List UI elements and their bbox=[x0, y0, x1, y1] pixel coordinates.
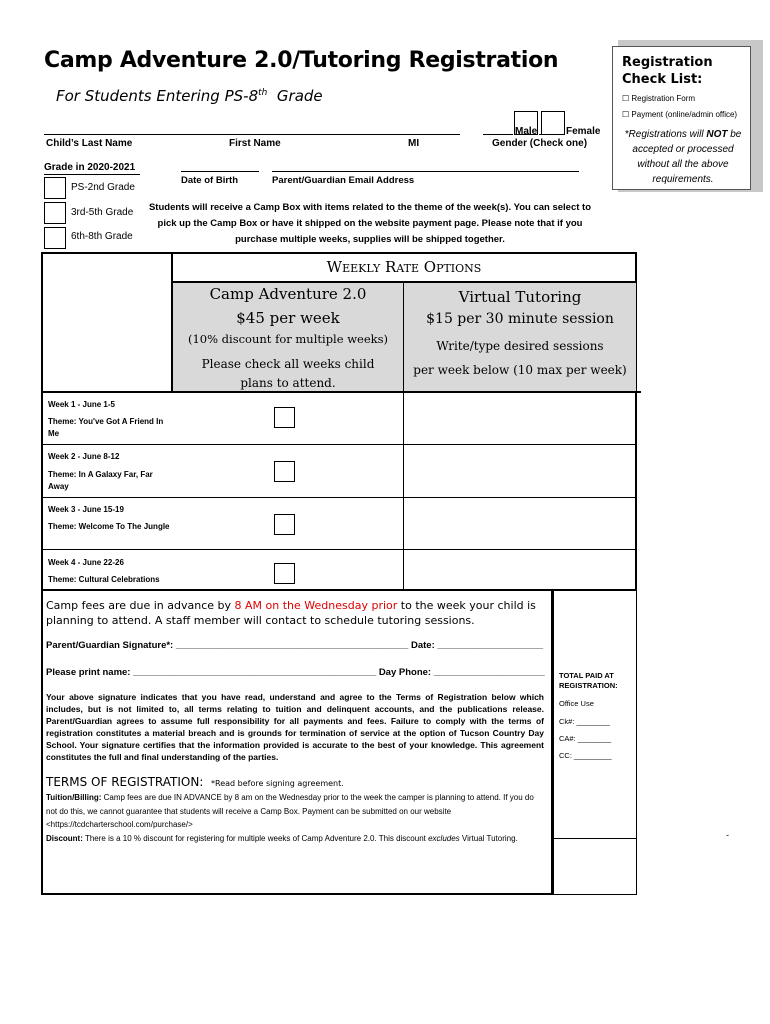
note-bold: NOT bbox=[706, 129, 728, 140]
male-label: Male bbox=[515, 126, 538, 137]
gender-label: Gender (Check one) bbox=[492, 138, 588, 149]
grade-label-6to8: 6th-8th Grade bbox=[71, 231, 133, 242]
camp-instructions: Please check all weeks child plans to attend. bbox=[201, 357, 375, 390]
signature-label: Parent/Guardian Signature*: bbox=[46, 640, 174, 651]
last-name-label: Child’s Last Name bbox=[46, 138, 133, 149]
terms-heading bbox=[46, 775, 344, 789]
week-4-label: Week 4 - June 22-26 bbox=[48, 558, 124, 567]
week-2-tutoring-input[interactable] bbox=[405, 445, 636, 497]
checklist-item-label: Registration Form bbox=[631, 94, 695, 103]
checklist-note bbox=[619, 127, 747, 187]
tuition-text: Camp fees are due IN ADVANCE by 8 am on the Wednesday prior to the week the camper is planning to attend. If you do not do this, we cannot guarantee that students will receive a Camp Box. Payment can be submitted on our website <https://tcdcharterschool.com/purchase/> bbox=[46, 793, 534, 829]
camp-discount: (10% discount for multiple weeks) bbox=[187, 332, 389, 346]
agreement-text: Your above signature indicates that you have read, understand and agree to the Terms of Registration below which includes, but is not limited to, all terms relating to tuition and delinquent accounts, and the publications release. Parent/Guardian agrees to assume full responsibility for all payments and fees. Failure to comply with the terms of registration constitutes a material breach and is grounds for termination of service at the option of Tucson Country Day School. Your signature certifies that the information provided is accurate to the best of your knowledge. This agreement constitutes the full and final understanding of the parties. bbox=[46, 692, 544, 762]
weekly-rate-heading: Weekly Rate Options bbox=[326, 258, 482, 276]
discount-emphasis: excludes bbox=[428, 833, 460, 843]
grade-title: Grade in 2020-2021 bbox=[44, 162, 140, 175]
checklist-item-label: Payment (online/admin office) bbox=[631, 110, 738, 119]
discount-label: Discount: bbox=[46, 833, 83, 843]
terms-title: TERMS OF REGISTRATION: bbox=[46, 775, 204, 789]
week-2-label: Week 2 - June 8-12 bbox=[48, 452, 120, 461]
registration-checklist bbox=[612, 46, 751, 190]
week-4-theme: Theme: Cultural Celebrations bbox=[48, 575, 160, 584]
total-paid-label: TOTAL PAID AT REGISTRATION: bbox=[559, 671, 618, 690]
week-4-tutoring-input[interactable] bbox=[405, 550, 636, 590]
subtitle-sup: th bbox=[258, 88, 268, 98]
office-divider bbox=[553, 838, 637, 839]
day-phone-field[interactable] bbox=[425, 667, 540, 681]
page-title: Camp Adventure 2.0/Tutoring Registration bbox=[44, 48, 559, 73]
table-divider bbox=[171, 281, 637, 283]
signature-field[interactable] bbox=[175, 640, 405, 654]
office-use-label: Office Use bbox=[559, 699, 594, 708]
stray-dash: - bbox=[726, 830, 729, 840]
terms-body bbox=[46, 791, 546, 845]
week-2-checkbox[interactable] bbox=[274, 461, 295, 482]
ca-number-field[interactable]: CA#: ________ bbox=[559, 734, 612, 743]
signature-row: Parent/Guardian Signature*: ____________________________________________ Date: ____________________ bbox=[46, 640, 544, 651]
fees-text: Camp fees are due in advance by bbox=[46, 599, 235, 612]
email-label: Parent/Guardian Email Address bbox=[272, 175, 415, 186]
grade-label-3to5: 3rd-5th Grade bbox=[71, 207, 134, 218]
week-4-checkbox[interactable] bbox=[274, 563, 295, 584]
print-name-row: Please print name: ______________________________________________ Day Phone: _____________________ bbox=[46, 667, 545, 678]
tutor-line1: Write/type desired sessions bbox=[436, 339, 604, 353]
checklist-title-line2: Check List: bbox=[622, 72, 703, 87]
terms-note: *Read before signing agreement. bbox=[211, 779, 344, 788]
table-divider bbox=[403, 281, 404, 591]
week-3-checkbox[interactable] bbox=[274, 514, 295, 535]
checklist-title-line1: Registration bbox=[622, 55, 713, 70]
fees-notice bbox=[46, 598, 546, 628]
camp-box-notice: Students will receive a Camp Box with items related to the theme of the week(s). You can select to pick up the Camp Box or have it shipped on the website payment page. Please note that if you purchase multiple weeks, supplies will be shipped together. bbox=[148, 202, 592, 245]
tuition-label: Tuition/Billing: bbox=[46, 793, 102, 802]
week-3-label: Week 3 - June 15-19 bbox=[48, 505, 124, 514]
subtitle-text: For Students Entering PS-8 bbox=[56, 87, 259, 105]
tutor-price: $15 per 30 minute session bbox=[426, 311, 614, 327]
cc-field[interactable]: CC: _________ bbox=[559, 751, 612, 760]
discount-text: There is a 10 % discount for registering for multiple weeks of Camp Adventure 2.0. This discount bbox=[82, 833, 429, 843]
mi-label: MI bbox=[408, 138, 420, 149]
dob-line[interactable] bbox=[181, 171, 259, 172]
checklist-item-form[interactable]: ☐ Registration Form bbox=[622, 94, 695, 103]
tutor-line2: per week below (10 max per week) bbox=[413, 363, 627, 377]
print-name-field[interactable] bbox=[132, 667, 367, 681]
week-2-theme: Theme: In A Galaxy Far, Far Away bbox=[48, 470, 153, 491]
female-checkbox[interactable] bbox=[541, 111, 565, 135]
week-1-theme: Theme: You've Got A Friend In Me bbox=[48, 417, 164, 438]
page-subtitle bbox=[56, 87, 323, 105]
tutor-title: Virtual Tutoring bbox=[458, 288, 582, 306]
day-phone-label: Day Phone: bbox=[378, 667, 432, 678]
subtitle-grade: Grade bbox=[276, 87, 323, 105]
grade-label-ps2: PS-2nd Grade bbox=[71, 182, 135, 193]
checklist-title bbox=[622, 54, 713, 88]
discount-text-end: Virtual Tutoring. bbox=[459, 833, 518, 843]
grade-checkbox-3to5[interactable] bbox=[44, 202, 66, 224]
note-pre: *Registrations will bbox=[624, 129, 707, 140]
camp-price: $45 per week bbox=[236, 309, 340, 327]
email-line[interactable] bbox=[272, 171, 579, 172]
date-label: Date: bbox=[411, 640, 435, 651]
female-label: Female bbox=[566, 126, 601, 137]
week-3-theme: Theme: Welcome To The Jungle bbox=[48, 522, 170, 531]
check-number-field[interactable]: Ck#: ________ bbox=[559, 717, 610, 726]
first-name-label: First Name bbox=[229, 138, 281, 149]
week-3-tutoring-input[interactable] bbox=[405, 498, 636, 549]
fees-deadline: 8 AM on the Wednesday prior bbox=[234, 599, 398, 612]
male-line bbox=[483, 134, 513, 135]
week-1-label: Week 1 - June 1-5 bbox=[48, 400, 115, 409]
date-field[interactable] bbox=[440, 640, 540, 654]
week-1-tutoring-input[interactable] bbox=[405, 393, 636, 444]
grade-checkbox-6to8[interactable] bbox=[44, 227, 66, 249]
camp-title: Camp Adventure 2.0 bbox=[209, 285, 367, 303]
print-name-label: Please print name: bbox=[46, 667, 131, 678]
checklist-item-payment[interactable]: ☐ Payment (online/admin office) bbox=[622, 110, 738, 119]
note-post: be accepted or processed without all the above requirements. bbox=[632, 129, 742, 185]
name-line[interactable] bbox=[44, 134, 460, 135]
dob-label: Date of Birth bbox=[181, 175, 238, 186]
fees-text-cont: to the week your child is planning to attend. A staff member will contact to schedule tutoring sessions. bbox=[46, 599, 536, 627]
grade-checkbox-ps2[interactable] bbox=[44, 177, 66, 199]
week-1-checkbox[interactable] bbox=[274, 407, 295, 428]
